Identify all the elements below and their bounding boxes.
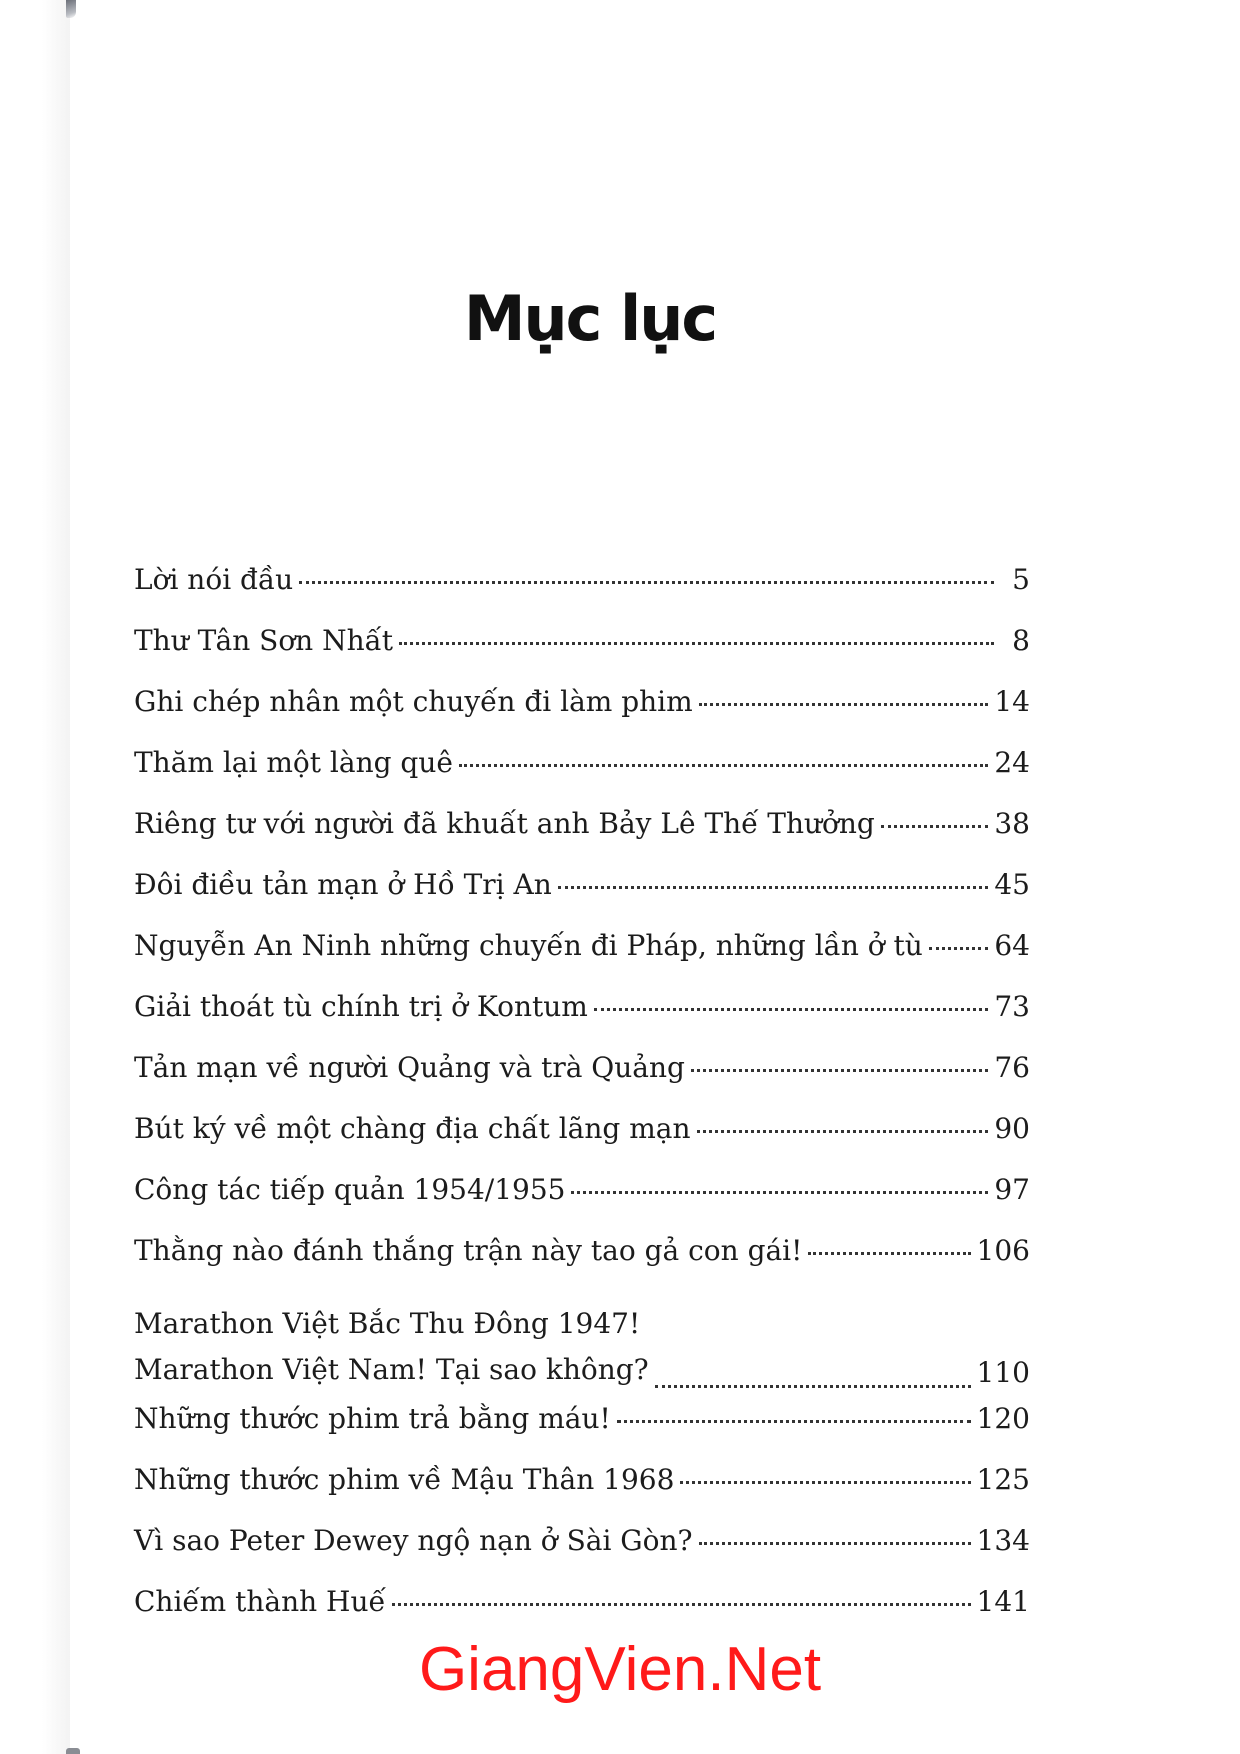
scan-corner-mark bbox=[66, 0, 76, 18]
toc-entry[interactable] bbox=[134, 987, 1030, 1048]
toc-page-number: 8 bbox=[1012, 624, 1030, 657]
dot-leader bbox=[808, 1252, 970, 1255]
toc-page-number: 141 bbox=[976, 1585, 1030, 1618]
toc-page-number: 14 bbox=[994, 685, 1030, 718]
toc-page-number: 5 bbox=[1012, 563, 1030, 596]
watermark-text: GiangVien.Net bbox=[418, 1635, 822, 1704]
toc-entry[interactable] bbox=[134, 1460, 1030, 1521]
toc-entry-title: Công tác tiếp quản 1954/1955 bbox=[134, 1173, 566, 1206]
toc-entry[interactable] bbox=[134, 865, 1030, 926]
toc-entry-title: Chiếm thành Huế bbox=[134, 1585, 386, 1618]
toc-entry[interactable] bbox=[134, 682, 1030, 743]
toc-page-number: 24 bbox=[994, 746, 1030, 779]
toc-entry-title: Đôi điều tản mạn ở Hồ Trị An bbox=[134, 868, 552, 901]
toc-entry-title: Thằng nào đánh thắng trận này tao gả con gái! bbox=[134, 1234, 803, 1267]
toc-entry[interactable] bbox=[134, 1292, 1030, 1399]
toc-page-number: 125 bbox=[976, 1463, 1030, 1496]
dot-leader bbox=[558, 886, 989, 889]
toc-entry-title: Bút ký về một chàng địa chất lãng mạn bbox=[134, 1112, 691, 1145]
toc-entry-title: Những thước phim trả bằng máu! bbox=[134, 1402, 611, 1435]
toc-entry-title-line-2: Marathon Việt Nam! Tại sao không? bbox=[134, 1353, 649, 1386]
toc-entry-title: Vì sao Peter Dewey ngộ nạn ở Sài Gòn? bbox=[134, 1524, 693, 1557]
toc-page-number: 90 bbox=[994, 1112, 1030, 1145]
scan-bottom-mark bbox=[66, 1748, 80, 1754]
toc-page-number: 134 bbox=[976, 1524, 1030, 1557]
toc-entry-title: Ghi chép nhân một chuyến đi làm phim bbox=[134, 685, 693, 718]
toc-entry-title: Thăm lại một làng quê bbox=[134, 746, 453, 779]
toc-entry[interactable] bbox=[134, 621, 1030, 682]
dot-leader bbox=[459, 764, 988, 767]
toc-entry[interactable] bbox=[134, 1109, 1030, 1170]
toc-entry-title: Tản mạn về người Quảng và trà Quảng bbox=[134, 1051, 685, 1084]
toc-page-number: 45 bbox=[994, 868, 1030, 901]
toc-entry-title bbox=[134, 1301, 649, 1393]
page-edge-shadow bbox=[0, 0, 70, 1754]
toc-entry[interactable] bbox=[134, 1399, 1030, 1460]
dot-leader bbox=[299, 581, 994, 584]
toc-entry-title: Lời nói đầu bbox=[134, 563, 294, 596]
toc-entry-title: Những thước phim về Mậu Thân 1968 bbox=[134, 1463, 675, 1496]
dot-leader bbox=[680, 1481, 970, 1484]
dot-leader bbox=[929, 947, 989, 950]
dot-leader bbox=[655, 1385, 971, 1388]
toc-page-number: 106 bbox=[976, 1234, 1030, 1267]
toc-entry[interactable] bbox=[134, 1170, 1030, 1231]
toc-entry-title: Thư Tân Sơn Nhất bbox=[134, 624, 394, 657]
dot-leader bbox=[594, 1008, 989, 1011]
dot-leader bbox=[571, 1191, 988, 1194]
toc-page-number: 120 bbox=[976, 1402, 1030, 1435]
toc-page-number: 73 bbox=[994, 990, 1030, 1023]
toc-page-number: 76 bbox=[994, 1051, 1030, 1084]
toc-page-number: 38 bbox=[994, 807, 1030, 840]
toc-entry-title: Giải thoát tù chính trị ở Kontum bbox=[134, 990, 588, 1023]
toc-page-number: 97 bbox=[994, 1173, 1030, 1206]
toc-entry[interactable] bbox=[134, 926, 1030, 987]
dot-leader bbox=[699, 703, 989, 706]
toc-entry-title-line-1: Marathon Việt Bắc Thu Đông 1947! bbox=[134, 1307, 641, 1340]
dot-leader bbox=[399, 642, 994, 645]
toc-entry[interactable] bbox=[134, 1521, 1030, 1582]
toc-entry[interactable] bbox=[134, 560, 1030, 621]
toc-entry-title: Riêng tư với người đã khuất anh Bảy Lê Thế Thưởng bbox=[134, 807, 875, 840]
page-title: Mục lục bbox=[463, 282, 717, 355]
toc-entry-title: Nguyễn An Ninh những chuyến đi Pháp, những lần ở tù bbox=[134, 929, 923, 962]
toc-entry[interactable] bbox=[134, 1231, 1030, 1292]
toc-entry[interactable] bbox=[134, 1048, 1030, 1109]
toc-entry[interactable] bbox=[134, 743, 1030, 804]
toc-page-number: 110 bbox=[976, 1356, 1030, 1389]
dot-leader bbox=[617, 1420, 971, 1423]
dot-leader bbox=[699, 1542, 971, 1545]
dot-leader bbox=[881, 825, 989, 828]
table-of-contents bbox=[134, 560, 1030, 1643]
toc-page-number: 64 bbox=[994, 929, 1030, 962]
toc-entry[interactable] bbox=[134, 804, 1030, 865]
dot-leader bbox=[392, 1603, 971, 1606]
dot-leader bbox=[697, 1130, 989, 1133]
dot-leader bbox=[691, 1069, 988, 1072]
